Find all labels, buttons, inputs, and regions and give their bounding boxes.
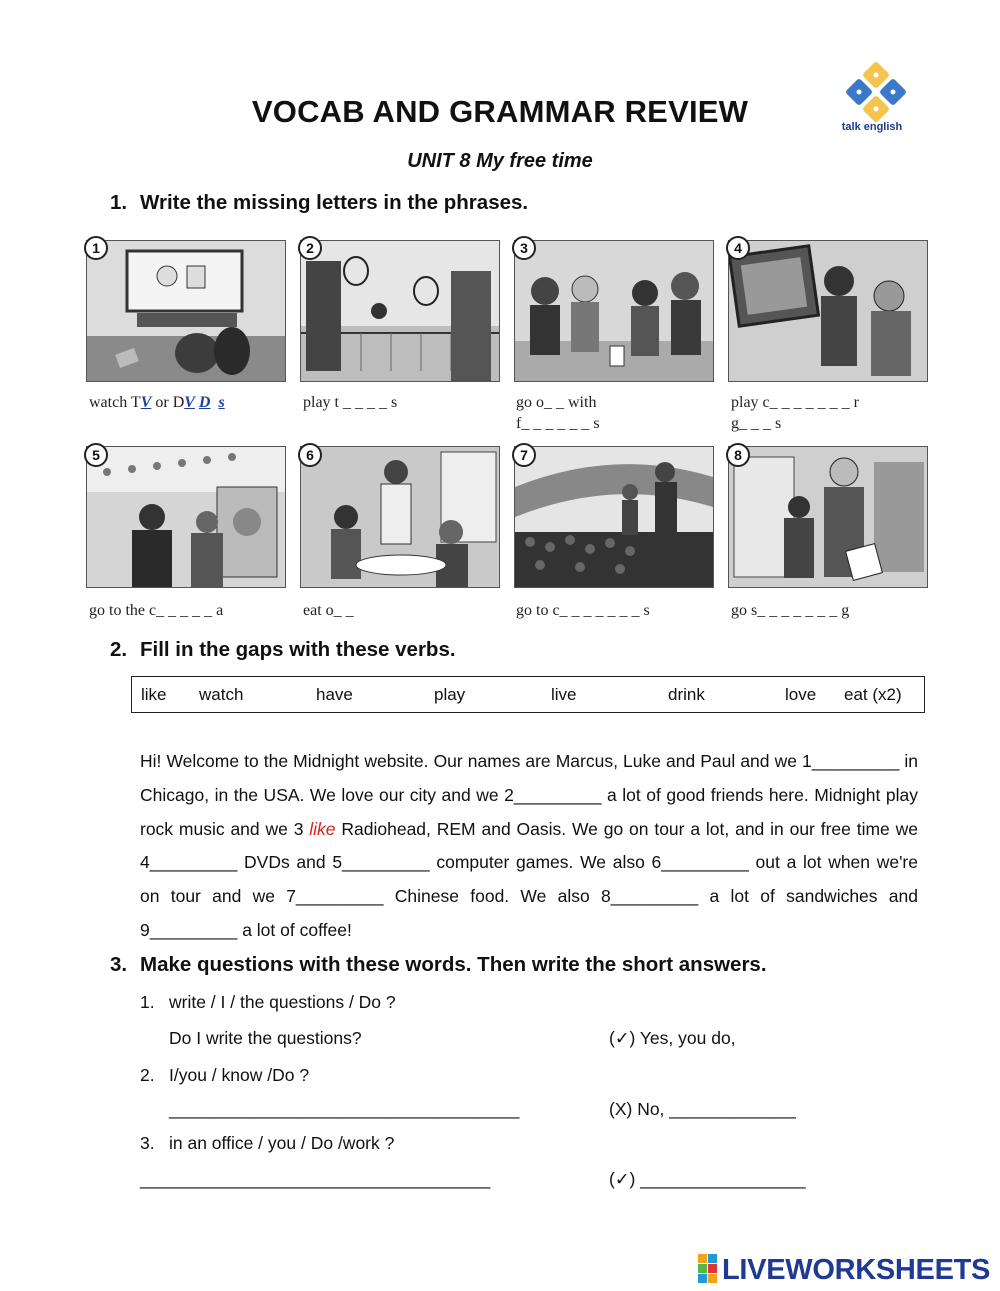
paragraph-text: Radiohead, REM and Oasis. We go on tour a lot, and in our free time we 4_________ DVDs and 5_________ computer games. We also 6_________ out a lot when we're on tour and we 7_________ Chinese food. We also 8_________ a lot of sandwiches and 9_________ a lot of coffee! [140, 818, 918, 940]
picture-number: 8 [726, 443, 750, 467]
exercise-instruction: Fill in the gaps with these verbs. [140, 638, 456, 661]
question-prompt: in an office / you / Do /work ? [169, 1133, 395, 1153]
answer-input[interactable]: V [184, 394, 195, 411]
picture-number: 1 [84, 236, 108, 260]
verb-item: eat (x2) [844, 685, 902, 704]
answer-3[interactable]: like [309, 818, 336, 839]
caption-3[interactable]: go o_ _ with [516, 394, 597, 411]
logo-text: talk english [841, 121, 903, 133]
picture-number: 3 [512, 236, 536, 260]
exercise-2-heading [110, 638, 456, 662]
caption-7[interactable]: go to c_ _ _ _ _ _ _ s [516, 602, 650, 619]
question-number: 2. [140, 1065, 155, 1085]
caption-text: or D [151, 394, 185, 411]
question-prompt: write / I / the questions / Do ? [169, 992, 396, 1012]
picture-go-out-with-friends [514, 240, 714, 382]
answer-input[interactable]: D [198, 394, 211, 411]
caption-6[interactable]: eat o_ _ [303, 602, 354, 619]
gap-fill-paragraph[interactable] [140, 745, 918, 948]
exercise-number: 3. [110, 953, 128, 976]
question-answer[interactable]: ____________________________________ [169, 1099, 520, 1119]
exercise-3-heading [110, 953, 767, 977]
picture-number: 5 [84, 443, 108, 467]
verb-item: have [316, 685, 353, 704]
verb-item: drink [668, 685, 705, 704]
verb-item: play [434, 685, 466, 704]
picture-eat-out [300, 446, 500, 588]
verb-item: like [141, 685, 167, 704]
picture-number: 2 [298, 236, 322, 260]
picture-go-shopping [728, 446, 928, 588]
paragraph-text: Hi! Welcome to the Midnight website. Our names are Marcus, Luke and Paul and we 1_________ in Chicago, in the USA. We love our city and we 2_________ a lot of good friends here. Midnight play rock music and we 3 [140, 751, 918, 839]
exercise-instruction: Make questions with these words. Then write the short answers. [140, 953, 767, 976]
caption-4[interactable]: play c_ _ _ _ _ _ _ r [731, 394, 859, 411]
picture-number: 6 [298, 443, 322, 467]
short-answer[interactable]: (✓) _________________ [609, 1169, 806, 1189]
short-answer[interactable]: (X) No, _____________ [609, 1099, 796, 1119]
page-subtitle: UNIT 8 My free time [407, 150, 593, 172]
picture-number: 4 [726, 236, 750, 260]
caption-1 [89, 394, 225, 412]
exercise-instruction: Write the missing letters in the phrases. [140, 191, 529, 214]
picture-number: 7 [512, 443, 536, 467]
picture-go-to-concerts [514, 446, 714, 588]
caption-text: watch T [89, 394, 141, 411]
exercise-number: 2. [110, 638, 128, 661]
caption-8[interactable]: go s_ _ _ _ _ _ _ g [731, 602, 850, 619]
verb-item: live [551, 685, 577, 704]
verb-item: love [785, 685, 817, 704]
caption-4-line-2[interactable]: g_ _ _ s [731, 415, 782, 432]
question-number: 3. [140, 1133, 155, 1153]
question-answer[interactable]: ____________________________________ [140, 1169, 491, 1189]
picture-play-tennis [300, 240, 500, 382]
verb-box [131, 676, 925, 713]
verb-item: watch [199, 685, 244, 704]
short-answer[interactable]: (✓) Yes, you do, [609, 1028, 736, 1048]
picture-go-to-the-cinema [86, 446, 286, 588]
caption-2[interactable]: play t _ _ _ _ s [303, 394, 398, 411]
exercise-number: 1. [110, 191, 128, 214]
page-title: VOCAB AND GRAMMAR REVIEW [251, 94, 749, 129]
question-prompt: I/you / know /Do ? [169, 1065, 310, 1085]
answer-input[interactable]: V [140, 394, 152, 411]
liveworksheets-logo-icon [697, 1251, 719, 1285]
answer-input[interactable]: s [218, 394, 225, 411]
liveworksheets-brand: LIVEWORKSHEETS [722, 1254, 991, 1286]
picture-watch-tv [86, 240, 286, 382]
caption-3-line-2[interactable]: f_ _ _ _ _ _ s [516, 415, 600, 432]
exercise-1-heading [110, 191, 528, 215]
caption-5[interactable]: go to the c_ _ _ _ _ a [89, 602, 224, 619]
question-number: 1. [140, 992, 155, 1012]
question-answer[interactable]: Do I write the questions? [169, 1028, 362, 1048]
picture-play-computer-games [728, 240, 928, 382]
